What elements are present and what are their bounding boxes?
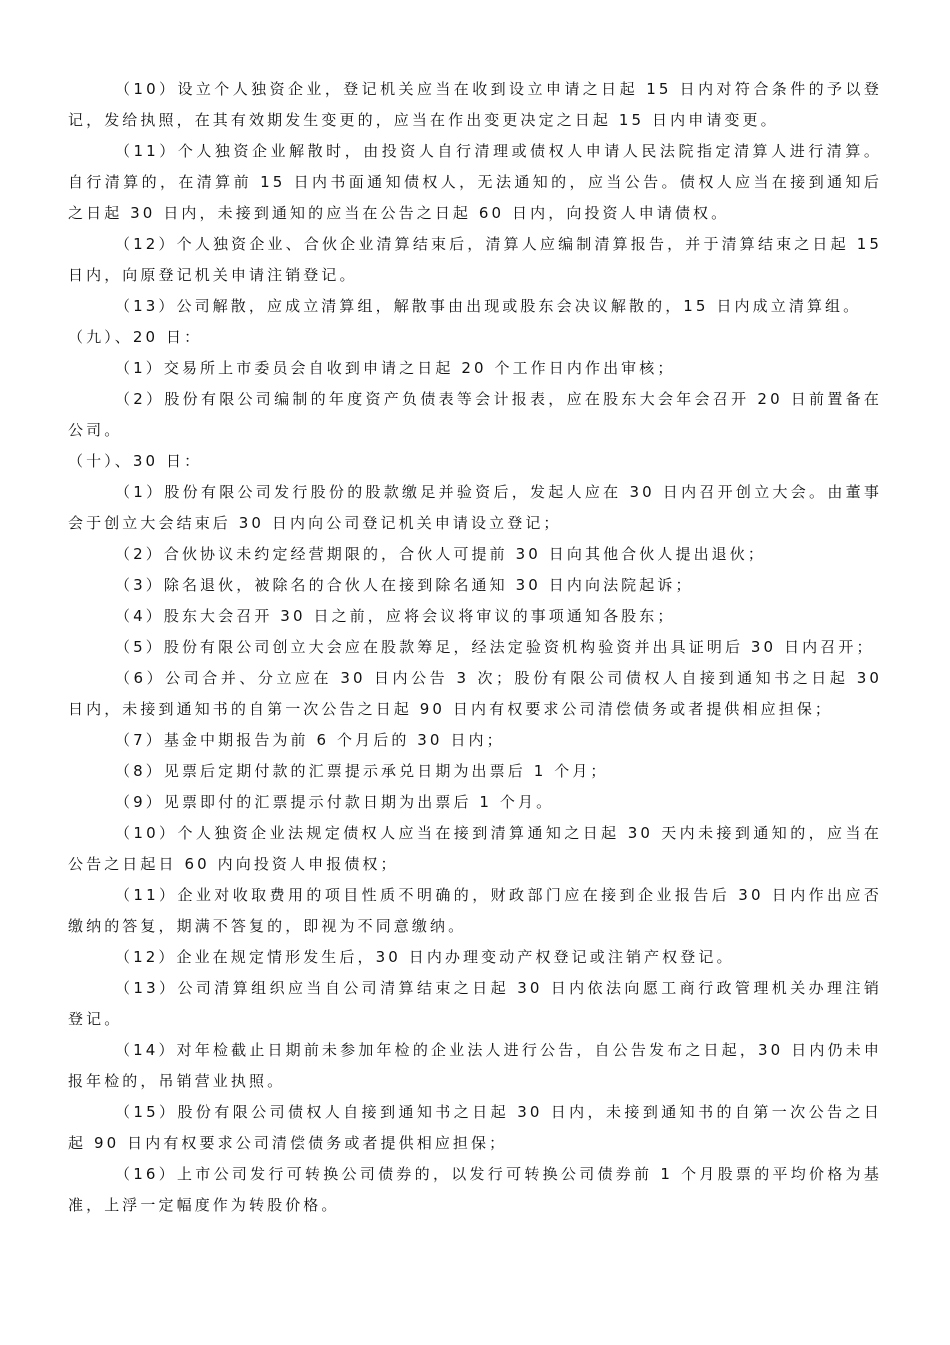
paragraph-17: （11）企业对收取费用的项目性质不明确的，财政部门应在接到企业报告后 30 日内作出应否缴纳的答复，期满不答复的，即视为不同意缴纳。 [68, 886, 882, 935]
paragraph-1: （10）设立个人独资企业，登记机关应当在收到设立申请之日起 15 日内对符合条件的予以登记，发给执照，在其有效期发生变更的，应当在作出变更决定之日起 15 日内申请变更。 [68, 80, 882, 129]
paragraph-15: （9）见票即付的汇票提示付款日期为出票后 1 个月。 [115, 793, 555, 811]
paragraph-10: （4）股东大会召开 30 日之前，应将会议将审议的事项通知各股东； [115, 607, 676, 625]
paragraph-21: （15）股份有限公司债权人自接到通知书之日起 30 日内，未接到通知书的自第一次公告之日起 90 日内有权要求公司清偿债务或者提供相应担保； [68, 1103, 882, 1152]
paragraph-5: （1）交易所上市委员会自收到申请之日起 20 个工作日内作出审核； [115, 359, 676, 377]
paragraph-14: （8）见票后定期付款的汇票提示承兑日期为出票后 1 个月； [115, 762, 609, 780]
paragraph-16: （10）个人独资企业法规定债权人应当在接到清算通知之日起 30 天内未接到通知的，应当在公告之日起日 60 内向投资人申报债权； [68, 824, 882, 873]
paragraph-3: （12）个人独资企业、合伙企业清算结束后，清算人应编制清算报告，并于清算结束之日起 15 日内，向原登记机关申请注销登记。 [68, 235, 882, 284]
section-heading-30-days: （十）、30 日： [68, 452, 203, 470]
section-heading-20-days: （九）、20 日： [68, 328, 203, 346]
paragraph-18: （12）企业在规定情形发生后，30 日内办理变动产权登记或注销产权登记。 [115, 948, 735, 966]
paragraph-11: （5）股份有限公司创立大会应在股款筹足，经法定验资机构验资并出具证明后 30 日内召开； [115, 638, 875, 656]
paragraph-20: （14）对年检截止日期前未参加年检的企业法人进行公告，自公告发布之日起，30 日内仍未申报年检的，吊销营业执照。 [68, 1041, 882, 1090]
paragraph-6: （2）股份有限公司编制的年度资产负债表等会计报表，应在股东大会年会召开 20 日前置备在公司。 [68, 390, 882, 439]
paragraph-13: （7）基金中期报告为前 6 个月后的 30 日内； [115, 731, 505, 749]
paragraph-8: （2）合伙协议未约定经营期限的，合伙人可提前 30 日向其他合伙人提出退伙； [115, 545, 766, 563]
paragraph-22: （16）上市公司发行可转换公司债券的，以发行可转换公司债券前 1 个月股票的平均价格为基准，上浮一定幅度作为转股价格。 [68, 1165, 882, 1214]
paragraph-19: （13）公司清算组织应当自公司清算结束之日起 30 日内依法向愿工商行政管理机关办理注销登记。 [68, 979, 882, 1028]
paragraph-4: （13）公司解散，应成立清算组，解散事由出现或股东会决议解散的，15 日内成立清算组。 [115, 297, 862, 315]
paragraph-12: （6）公司合并、分立应在 30 日内公告 3 次；股份有限公司债权人自接到通知书之日起 30 日内，未接到通知书的自第一次公告之日起 90 日内有权要求公司清偿债务或者提供相应担保； [68, 669, 882, 718]
paragraph-2: （11）个人独资企业解散时，由投资人自行清理或债权人申请人民法院指定清算人进行清算。自行清算的，在清算前 15 日内书面通知债权人，无法通知的，应当公告。债权人应当在接到通知后之日起 30 日内，未接到通知的应当在公告之日起 60 日内，向投资人申请债权。 [68, 142, 882, 222]
paragraph-7: （1）股份有限公司发行股份的股款缴足并验资后，发起人应在 30 日内召开创立大会。由董事会于创立大会结束后 30 日内向公司登记机关申请设立登记； [68, 483, 882, 532]
paragraph-9: （3）除名退伙，被除名的合伙人在接到除名通知 30 日内向法院起诉； [115, 576, 694, 594]
